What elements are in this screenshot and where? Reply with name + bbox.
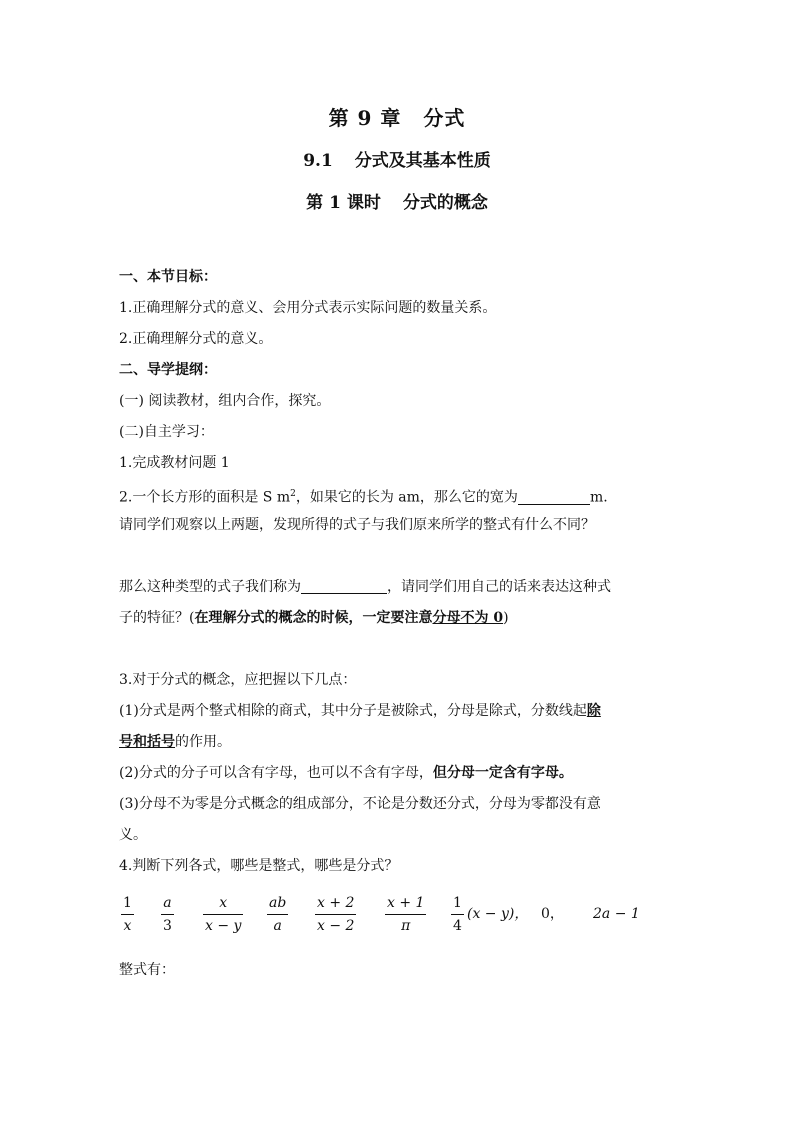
naming-question-cont: 子的特征？(在理解分式的概念的时候，一定要注意分母不为 0) xyxy=(119,610,509,626)
point-1-cont: 号和括号的作用。 xyxy=(119,734,231,750)
goal-item-2: 2.正确理解分式的意义。 xyxy=(119,331,273,347)
width-answer-blank[interactable] xyxy=(518,488,590,505)
naming-question: 那么这种类型的式子我们称为 ，请同学们用自己的话来表达这种式 xyxy=(119,579,611,595)
expr-a-over-3: a 3 xyxy=(163,895,172,934)
goal-item-1: 1.正确理解分式的意义、会用分式表示实际问题的数量关系。 xyxy=(119,300,497,316)
polynomial-answer-label: 整式有： xyxy=(119,962,175,978)
title-block xyxy=(0,98,794,224)
expr-2a-minus-1: 2a − 1 xyxy=(593,906,640,922)
expr-quarter: 1 4 xyxy=(453,895,462,934)
expr-quarter-rest: (x − y)， xyxy=(467,906,529,922)
expr-x-plus-2-over-x-minus-2: x + 2 x − 2 xyxy=(317,895,355,934)
question-2: 2.一个长方形的面积是 S $m^2$，如果它的长为 am，那么它的宽为 m. xyxy=(119,489,608,506)
expression-list xyxy=(119,893,679,943)
worksheet-body xyxy=(119,262,679,882)
expr-ab-over-a: ab a xyxy=(269,895,287,934)
point-3-cont: 义。 xyxy=(119,827,147,843)
name-answer-blank[interactable] xyxy=(301,577,387,594)
guide-part-2: (二)自主学习： xyxy=(119,424,214,440)
lesson-title: 第 1 课时 分式的概念 xyxy=(306,193,488,213)
guide-part-1: (一) 阅读教材，组内合作，探究。 xyxy=(119,393,331,409)
section-title: 9.1 分式及其基本性质 xyxy=(303,151,491,171)
expr-zero: 0， xyxy=(541,906,564,922)
chapter-title: 第 9 章 分式 xyxy=(328,106,466,130)
denominator-nonzero-emphasis: 分母不为 0 xyxy=(432,610,504,626)
expr-x-over-x-minus-y: x x − y xyxy=(205,895,242,934)
question-1: 1.完成教材问题 1 xyxy=(119,455,230,471)
observe-question: 请同学们观察以上两题，发现所得的式子与我们原来所学的整式有什么不同？ xyxy=(119,517,595,533)
section1-heading: 一、本节目标： xyxy=(119,269,217,285)
point-2: (2)分式的分子可以含有字母，也可以不含有字母，但分母一定含有字母。 xyxy=(119,765,573,781)
question-3: 3.对于分式的概念，应把握以下几点： xyxy=(119,672,357,688)
point-3: (3)分母不为零是分式概念的组成部分，不论是分数还分式，分母为零都没有意 xyxy=(119,796,601,812)
question-4: 4.判断下列各式，哪些是整式，哪些是分式？ xyxy=(119,858,399,874)
expr-1-over-x: 1 x xyxy=(123,895,132,934)
section2-heading: 二、导学提纲： xyxy=(119,362,217,378)
answer-area xyxy=(119,955,679,986)
point-1: (1)分式是两个整式相除的商式，其中分子是被除式，分母是除式，分数线起除 xyxy=(119,703,601,719)
expr-x-plus-1-over-pi: x + 1 π xyxy=(387,895,425,934)
